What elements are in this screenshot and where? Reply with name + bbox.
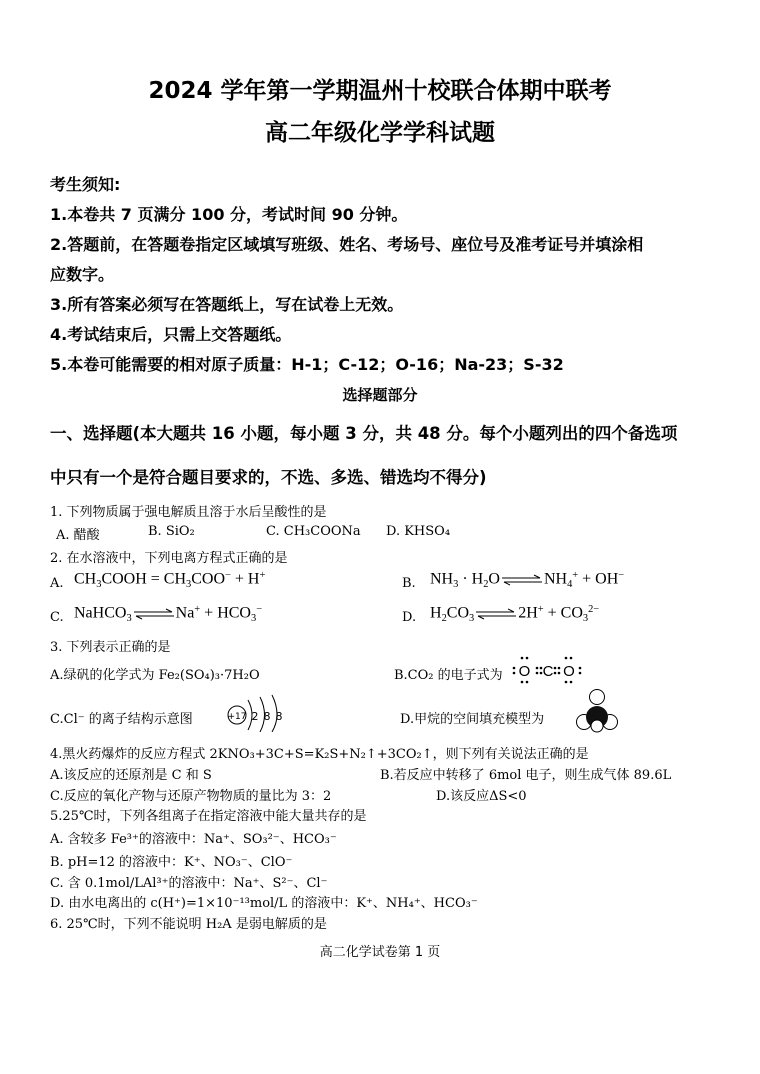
q2-stem: 2. 在水溶液中，下列电离方程式正确的是	[50, 551, 288, 566]
q2-option-b-label: B.	[402, 576, 416, 591]
q2-option-a-equation: $CH_3COOH = CH_3COO^- + H^+$	[74, 570, 266, 590]
nucleus-charge: +17	[227, 712, 247, 722]
q5-stem: 5.25℃时，下列各组离子在指定溶液中能大量共存的是	[50, 809, 367, 824]
notice-item-1: 1.本卷共 7 页满分 100 分，考试时间 90 分钟。	[50, 205, 408, 224]
svg-text:O: O	[563, 663, 575, 680]
shell-3-count: 8	[275, 710, 283, 723]
q2-option-c-equation: NaHCO$_3$ $Na^+ + HCO_3^-$	[74, 604, 263, 624]
cl-ion-structure-diagram	[226, 692, 292, 732]
q2-option-d-label: D.	[402, 610, 417, 625]
q4-option-a: A.该反应的还原剂是 C 和 S	[50, 768, 212, 783]
section-header-line1: 一、选择题(本大题共 16 小题，每小题 3 分，共 48 分。每个小题列出的四个备选项	[50, 424, 678, 443]
notice-item-2: 2.答题前，在答题卷指定区域填写班级、姓名、考场号、座位号及准考证号并填涂相	[50, 235, 644, 254]
q4-option-b: B.若反应中转移了 6mol 电子，则生成气体 89.6L	[380, 768, 672, 783]
q1-option-b: B. SiO₂	[148, 524, 195, 539]
notice-heading: 考生须知:	[50, 175, 121, 194]
part-title: 选择题部分	[342, 386, 418, 404]
co2-electron-dot-diagram	[510, 654, 586, 686]
q5-option-d: D. 由水电离出的 c(H⁺)=1×10⁻¹³mol/L 的溶液中：K⁺、NH₄⁺、HCO₃⁻	[50, 896, 478, 911]
q2-option-b-equation: $NH_3 \cdot H_2O$ $NH_4^+ + OH^-$	[430, 570, 625, 590]
q5-option-a: A. 含较多 Fe³⁺的溶液中：Na⁺、SO₃²⁻、HCO₃⁻	[50, 832, 337, 847]
q2-option-a-label: A.	[50, 576, 64, 591]
q3-option-a: A.绿矾的化学式为 Fe₂(SO₄)₃·7H₂O	[50, 668, 260, 683]
reversible-arrow-icon	[476, 608, 516, 620]
q1-option-c: C. CH₃COONa	[266, 524, 361, 539]
reversible-arrow-icon	[134, 608, 174, 620]
q3-option-d: D.甲烷的空间填充模型为	[400, 712, 545, 727]
notice-item-4: 4.考试结束后，只需上交答题纸。	[50, 325, 292, 344]
methane-space-filling-model	[574, 688, 620, 734]
q4-stem: 4.黑火药爆炸的反应方程式 2KNO₃+3C+S=K₂S+N₂↑+3CO₂↑，则下列有关说法正确的是	[50, 747, 589, 762]
q4-option-c: C.反应的氧化产物与还原产物物质的量比为 3：2	[50, 789, 332, 804]
exam-subtitle: 高二年级化学学科试题	[265, 120, 495, 146]
notice-item-2-cont: 应数字。	[50, 265, 115, 284]
notice-item-3: 3.所有答案必须写在答题纸上，写在试卷上无效。	[50, 295, 404, 314]
svg-text:C: C	[542, 663, 554, 680]
q3-option-c: C.Cl⁻ 的离子结构示意图	[50, 712, 193, 727]
shell-1-count: 2	[251, 710, 259, 723]
q1-option-d: D. KHSO₄	[386, 524, 451, 539]
q1-option-a: A. 醋酸	[56, 528, 100, 543]
notice-item-5: 5.本卷可能需要的相对原子质量：H-1；C-12；O-16；Na-23；S-32	[50, 355, 564, 374]
q3-option-b: B.CO₂ 的电子式为	[394, 668, 503, 683]
page-footer: 高二化学试卷第 1 页	[319, 945, 441, 960]
q2-option-d-equation: $H_2CO_3$ $2H^+ + CO_3^{2-}$	[430, 604, 600, 624]
q1-stem: 1. 下列物质属于强电解质且溶于水后呈酸性的是	[50, 505, 327, 520]
svg-text:O: O	[518, 663, 531, 680]
section-header-line2: 中只有一个是符合题目要求的，不选、多选、错选均不得分)	[50, 468, 487, 487]
q6-stem: 6. 25℃时，下列不能说明 H₂A 是弱电解质的是	[50, 917, 327, 932]
q2-option-c-label: C.	[50, 610, 64, 625]
exam-title: 2024 学年第一学期温州十校联合体期中联考	[148, 78, 612, 104]
q5-option-c: C. 含 0.1mol/LAl³⁺的溶液中：Na⁺、S²⁻、Cl⁻	[50, 876, 328, 891]
q4-option-d: D.该反应ΔS<0	[436, 789, 527, 804]
q5-option-b: B. pH=12 的溶液中：K⁺、NO₃⁻、ClO⁻	[50, 855, 293, 870]
reversible-arrow-icon	[502, 574, 542, 586]
q3-stem: 3. 下列表示正确的是	[50, 640, 171, 655]
shell-2-count: 8	[263, 710, 271, 723]
